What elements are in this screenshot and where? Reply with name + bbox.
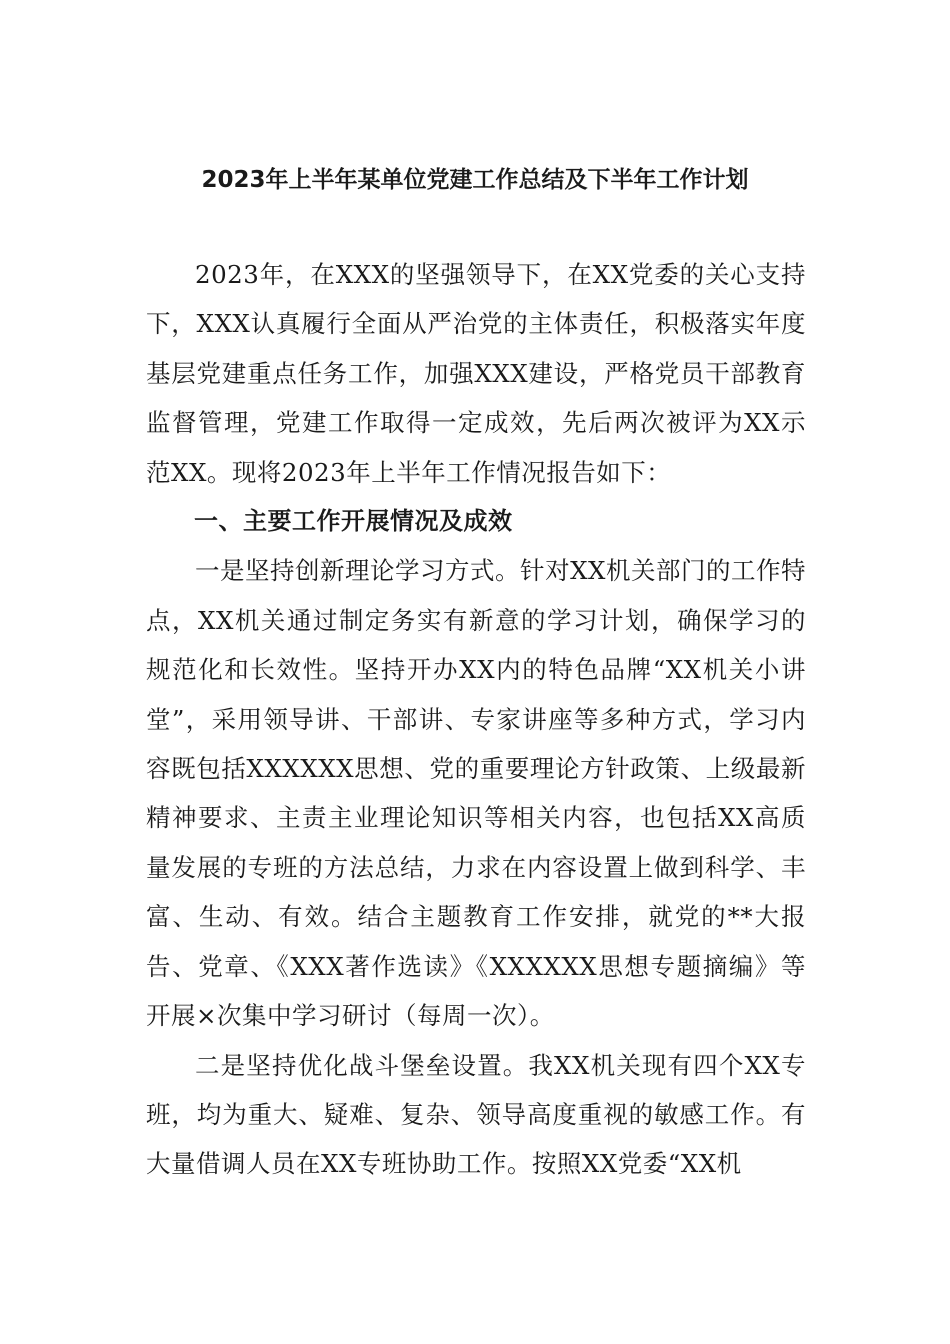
item-paragraph-2: 二是坚持优化战斗堡垒设置。我XX机关现有四个XX专班，均为重大、疑难、复杂、领导高度重视的敏感工作。有大量借调人员在XX专班协助工作。按照XX党委“XX机	[146, 1050, 806, 1179]
document-body	[146, 250, 806, 1189]
intro-paragraph: 2023年，在XXX的坚强领导下，在XX党委的关心支持下，XXX认真履行全面从严治党的主体责任，积极落实年度基层党建重点任务工作，加强XXX建设，严格党员干部教育监督管理，党建工作取得一定成效，先后两次被评为XX示范XX。现将2023年上半年工作情况报告如下：	[146, 260, 806, 487]
item-paragraph-1: 一是坚持创新理论学习方式。针对XX机关部门的工作特点，XX机关通过制定务实有新意的学习计划，确保学习的规范化和长效性。坚持开办XX内的特色品牌“XX机关小讲堂”，采用领导讲、干部讲、专家讲座等多种方式，学习内容既包括XXXXXX思想、党的重要理论方针政策、上级最新精神要求、主责主业理论知识等相关内容，也包括XX高质量发展的专班的方法总结，力求在内容设置上做到科学、丰富、生动、有效。结合主题教育工作安排，就党的**大报告、党章、《XXX著作选读》《XXXXXX思想专题摘编》等开展×次集中学习研讨（每周一次）。	[146, 556, 806, 1031]
document-title: 2023年上半年某单位党建工作总结及下半年工作计划	[201, 167, 749, 193]
section-heading: 一、主要工作开展情况及成效	[194, 507, 513, 536]
